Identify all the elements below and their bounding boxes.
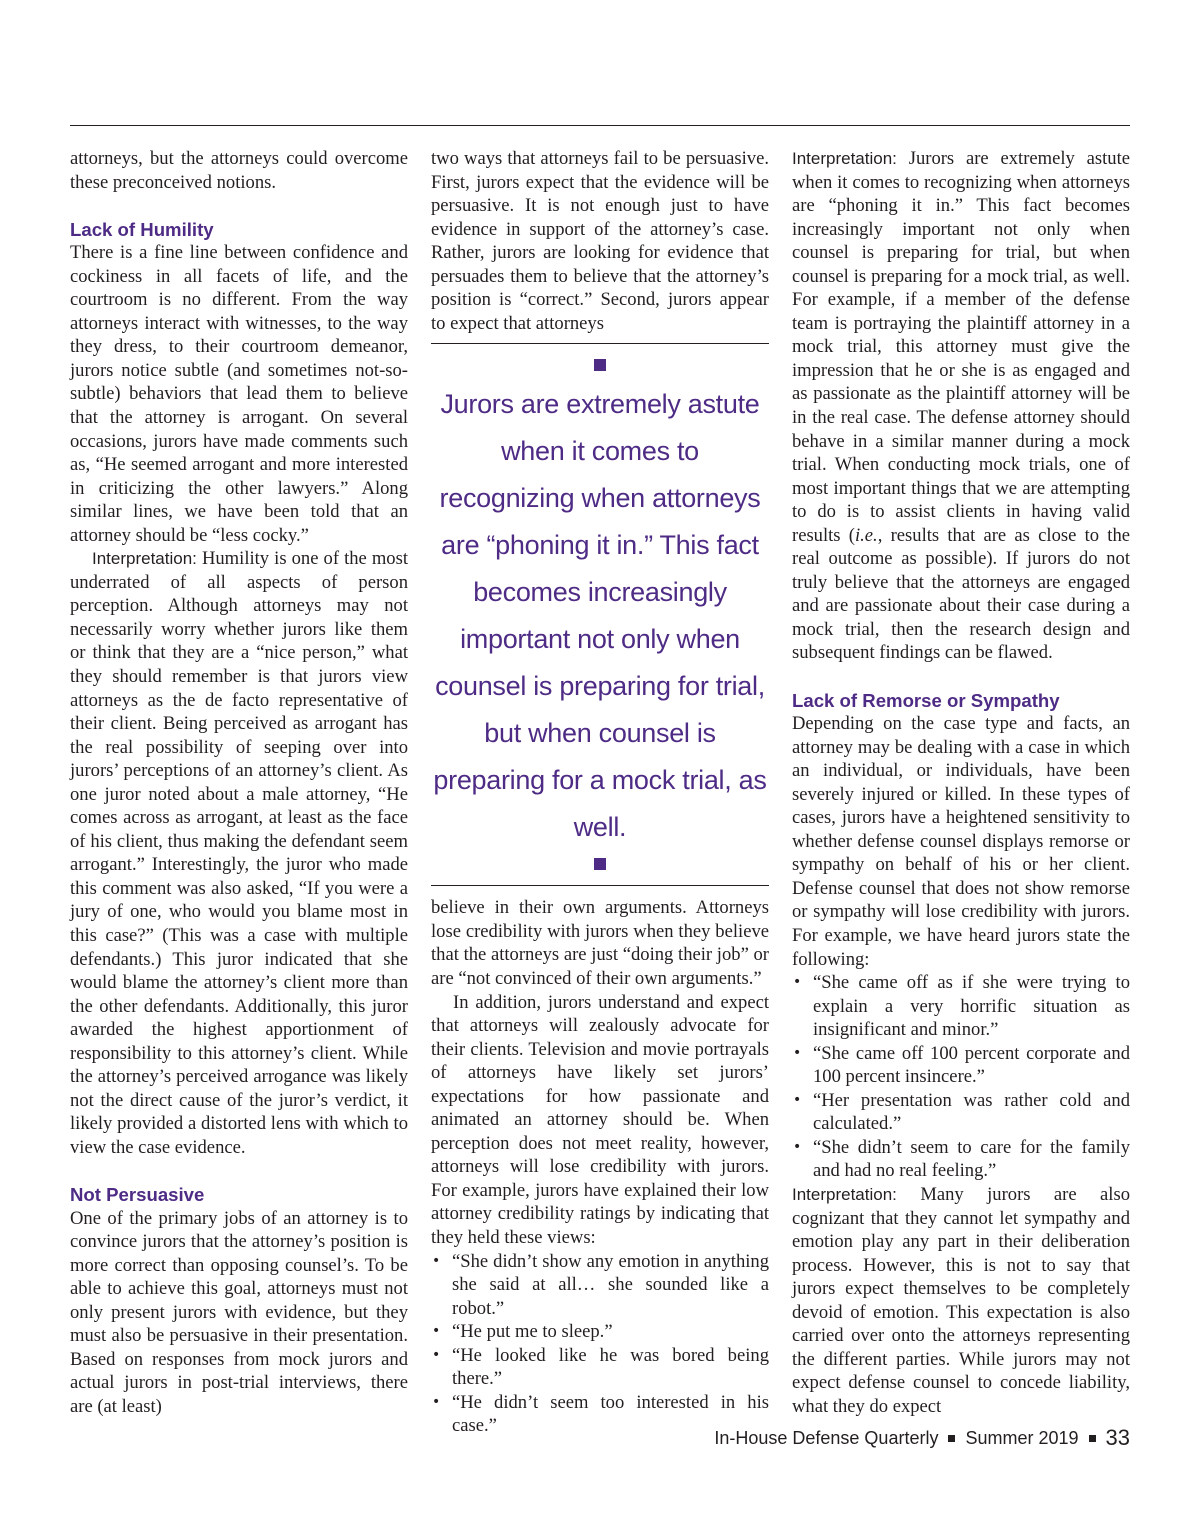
list-item: • “He put me to sleep.” (432, 1321, 613, 1343)
list-item: • “She didn’t seem to care for the family and had no real feeling.” (793, 1136, 1130, 1182)
page-footer (714, 1425, 1130, 1451)
column-3 (792, 147, 1130, 1418)
pull-quote (431, 343, 769, 886)
issue-date: Summer 2019 (965, 1427, 1079, 1448)
italic-abbrev: i.e. (854, 524, 878, 546)
list-item: • “Her presentation was rather cold and calculated.” (793, 1089, 1130, 1135)
publication-name: In-House Defense Quarterly (714, 1427, 939, 1448)
interpretation-label: Interpretation: (792, 1185, 897, 1205)
interpretation-label: Interpretation: (792, 149, 897, 168)
quote-list (792, 971, 1130, 1183)
bullet-icon: • (793, 1091, 802, 1108)
quote-list (431, 1250, 769, 1438)
top-rule (70, 125, 1130, 126)
paragraph: believe in their own arguments. Attorneys lose credibility with jurors when they believe that the attorneys are just “doing their job” or are “not convinced of their own arguments.” (431, 897, 769, 990)
bullet-icon: • (432, 1346, 441, 1363)
column-1 (70, 147, 408, 1418)
paragraph: There is a fine line between confidence and cockiness in all facets of life, and the courtroom is no different. From the way attorneys interact with witnesses, to the way they dress, to their courtroom demeanor, jurors notice subtle (and sometimes not-so-subtle) behaviors that lead them to believe that the attorney is arrogant. On several occasions, jurors have made comments such as, “He seemed arrogant and more interested in criticizing the other lawyers.” Along similar lines, we have been told that an attorney should be “less cocky.” (70, 242, 408, 546)
bullet-icon: • (793, 1138, 802, 1155)
square-separator-icon (1089, 1435, 1096, 1442)
paragraph: attorneys, but the attorneys could overcome these preconceived notions. (70, 148, 408, 193)
bullet-icon: • (432, 1393, 441, 1410)
interpretation-paragraph (70, 547, 408, 1159)
square-ornament-icon (594, 858, 606, 870)
interpretation-label: Interpretation: (92, 549, 197, 569)
paragraph: One of the primary jobs of an attorney is to convince jurors that the attorney’s position is more correct than opposing counsel’s. To be able to achieve this goal, attorneys must not only present jurors with evidence, but they must also be persuasive in their presentation. Based on responses from mock jurors and actual jurors in post-trial interviews, there are (at least) (70, 1207, 408, 1417)
interpretation-paragraph: Interpretation: Many jurors are also cognizant that they cannot let sympathy and emotion play any part in their deliberation process. However, this is not to say that jurors expect themselves to be completely devoid of emotion. This expectation is also carried over onto the attorneys representing the different parties. While jurors may not expect defense counsel to concede liability, what they do expect (792, 1184, 1130, 1417)
section-heading-not-persuasive: Not Persuasive (70, 1183, 205, 1205)
bullet-icon: • (432, 1252, 441, 1269)
paragraph: two ways that attorneys fail to be persuasive. First, jurors expect that the evidence will be persuasive. It is not enough just to have evidence in support of the attorney’s case. Rather, jurors are looking for evidence that persuades them to believe that the attorney’s position is “correct.” Second, jurors appear to expect that attorneys (431, 148, 769, 334)
paragraph-text: Humility is one of the most underrated of all aspects of person perception. Although attorneys may not necessarily worry whether jurors like them or think that they are a “nice person,” what they should remember is that jurors view attorneys as the de facto representative of their client. Being perceived as arrogant has the real possibility of seeping over into jurors’ perceptions of an attorney’s client. As one juror noted about a male attorney, “He comes across as arrogant, at least as the face of his client, thus making the defendant seem arrogant.” Interestingly, the juror who made this comment was also asked, “If you were a jury of one, who would you blame most in this case?” (This was a case with multiple defendants.) This juror indicated that she would blame the attorney’s client more than the other defendants. Additionally, this juror awarded the highest apportionment of responsibility to this attorney’s client. While the attorney’s perceived arrogance was likely not the direct cause of the juror’s verdict, it likely provided a distorted lens with which to view the case evidence. (70, 548, 408, 1158)
page-number: 33 (1105, 1425, 1130, 1450)
list-item: • “She came off 100 percent corporate and 100 percent insincere.” (793, 1042, 1130, 1088)
bullet-icon: • (793, 1044, 802, 1061)
pull-quote-text: Jurors are extremely astute when it comes to recognizing when attorneys are “phoning it in.” This fact becomes increasingly important not only when counsel is preparing for trial, but when counsel is preparing for a mock trial, as well. (433, 389, 767, 843)
bullet-icon: • (793, 974, 802, 991)
bullet-icon: • (432, 1323, 441, 1340)
paragraph: In addition, jurors understand and expect that attorneys will zealously advocate for their clients. Television and movie portrayals of attorneys have likely set jurors’ expectations for how passionate and animated an attorney should be. When perception does not meet reality, however, attorneys will lose credibility with jurors. For example, jurors have explained their low attorney credibility ratings by indicating that they held these views: (431, 991, 769, 1249)
square-ornament-icon (594, 359, 606, 371)
square-separator-icon (948, 1435, 955, 1442)
column-2 (431, 147, 769, 1438)
paragraph: Depending on the case type and facts, an attorney may be dealing with a case in which an individual, or individuals, have been severely injured or killed. In these types of cases, jurors have a heightened sensitivity to whether defense counsel displays remorse or sympathy on behalf of his or her client. Defense counsel that does not show remorse or sympathy will lose credibility with jurors. For example, we have heard jurors state the following: (792, 713, 1130, 970)
section-heading-lack-of-remorse: Lack of Remorse or Sympathy (792, 689, 1060, 711)
list-item: • “She came off as if she were trying to explain a very horrific situation as insignificant and minor.” (793, 972, 1130, 1041)
interpretation-paragraph: Interpretation: Jurors are extremely astute when it comes to recognizing when attorneys are “phoning it in.” This fact becomes increasingly important not only when counsel is preparing for trial, but when counsel is preparing for a mock trial, as well. For example, if a member of the defense team is portraying the plaintiff attorney in a mock trial, this attorney must give the impression that he or she is as engaged and as passionate as the plaintiff attorney will be in the real case. The defense attorney should behave in a similar manner during a mock trial. When conducting mock trials, one of most important things that we are attempting to do is to assist clients in having valid results (i.e., results that are as close to the real outcome as possible). If jurors do not truly believe that the attorneys are engaged and are passionate about their case during a mock trial, then the research design and subsequent findings can be flawed. (792, 148, 1131, 664)
list-item: • “She didn’t show any emotion in anything she said at all… she sounded like a robot.” (432, 1250, 769, 1319)
list-item: • “He looked like he was bored being there.” (432, 1344, 769, 1390)
section-heading-lack-of-humility: Lack of Humility (70, 218, 214, 240)
list-item: • “He didn’t seem too interested in his case.” (432, 1391, 769, 1437)
